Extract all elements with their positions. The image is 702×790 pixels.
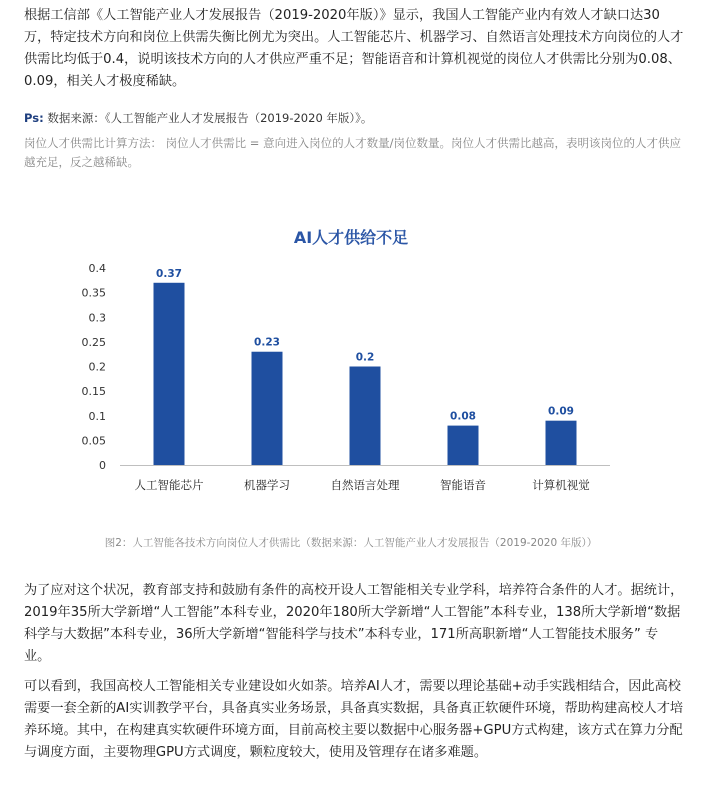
y-tick-label: 0.2 bbox=[88, 360, 106, 374]
x-tick-label: 智能语音 bbox=[440, 478, 486, 492]
ratio-calculation-note: 岗位人才供需比计算方法： 岗位人才供需比 = 意向进入岗位的人才数量/岗位数量。岗位人才供需比越高，表明该岗位的人才供应越充足，反之越稀缺。 bbox=[24, 136, 681, 169]
bar bbox=[448, 426, 479, 465]
y-tick-label: 0.3 bbox=[88, 311, 106, 325]
y-tick-label: 0.1 bbox=[88, 409, 106, 423]
bar bbox=[252, 352, 283, 465]
figure-caption: 图2：人工智能各技术方向岗位人才供需比（数据来源：人工智能产业人才发展报告（2019-2020 年版）） bbox=[104, 537, 598, 549]
ps-label: Ps: bbox=[24, 111, 44, 125]
data-label: 0.23 bbox=[254, 336, 280, 349]
x-tick-label: 机器学习 bbox=[244, 478, 290, 492]
intro-paragraph: 根据工信部《人工智能产业人才发展报告（2019-2020年版）》显示，我国人工智能产业内有效人才缺口达30万，特定技术方向和岗位上供需失衡比例尤为突出。人工智能芯片、机器学习、自然语言处理技术方向岗位的人才供需比均低于0.4，说明该技术方向的人才供应严重不足；智能语音和计算机视觉的岗位人才供需比分别为0.08、0.09，相关人才极度稀缺。 bbox=[24, 8, 684, 89]
y-tick-label: 0 bbox=[99, 459, 106, 472]
y-tick-label: 0.25 bbox=[81, 335, 106, 349]
bar bbox=[546, 421, 577, 465]
data-label: 0.37 bbox=[156, 267, 182, 280]
y-tick-label: 0.35 bbox=[81, 286, 106, 300]
training-platform-paragraph: 可以看到，我国高校人工智能相关专业建设如火如荼。培养AI人才，需要以理论基础+动手实践相结合，因此高校需要一套全新的AI实训教学平台，具备真实业务场景，具备真实数据，具备真正软硬件环境，帮助构建高校人才培养环境。其中，在构建真实软硬件环境方面，目前高校主要以数据中心服务器+GPU方式构建，该方式在算力分配与调度方面，主要物理GPU方式调度，颗粒度较大，使用及管理存在诸多难题。 bbox=[24, 679, 684, 760]
x-tick-label: 自然语言处理 bbox=[330, 478, 400, 492]
data-label: 0.2 bbox=[355, 351, 375, 364]
y-tick-label: 0.15 bbox=[81, 385, 106, 399]
education-paragraph: 为了应对这个状况，教育部支持和鼓励有条件的高校开设人工智能相关专业学科，培养符合条件的人才。据统计，2019年35所大学新增“人工智能”本科专业，2020年180所大学新增“人工智能”本科专业，138所大学新增“数据科学与大数据”本科专业，36所大学新增“智能科学与技术”本科专业，171所高职新增“人工智能技术服务” 专业。 bbox=[24, 583, 684, 664]
y-tick-label: 0.05 bbox=[81, 434, 106, 448]
x-tick-label: 人工智能芯片 bbox=[134, 478, 204, 492]
x-tick-label: 计算机视觉 bbox=[532, 478, 590, 492]
chart-title: AI人才供给不足 bbox=[293, 228, 409, 247]
data-label: 0.09 bbox=[548, 405, 574, 418]
bar bbox=[154, 283, 185, 465]
y-tick-label: 0.4 bbox=[88, 262, 106, 275]
data-source-text: 数据来源：《人工智能产业人才发展报告（2019-2020 年版）》。 bbox=[43, 111, 373, 125]
data-label: 0.08 bbox=[450, 410, 476, 423]
bar bbox=[350, 367, 381, 466]
